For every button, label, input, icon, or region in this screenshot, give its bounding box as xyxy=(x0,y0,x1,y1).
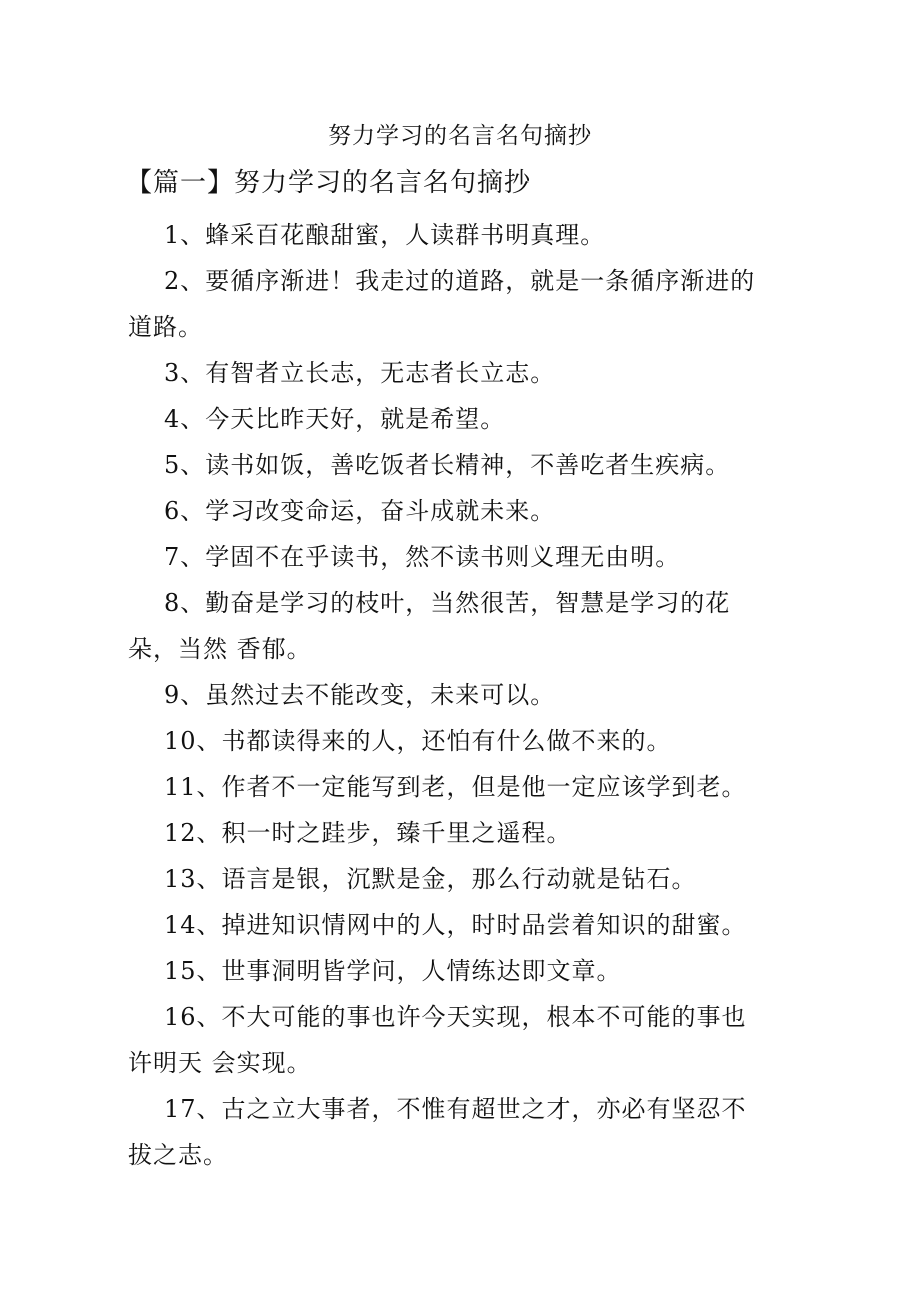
quote-item: 1、蜂采百花酿甜蜜，人读群书明真理。 xyxy=(164,221,606,249)
quote-item: 6、学习改变命运，奋斗成就未来。 xyxy=(164,497,556,525)
quote-item: 15、世事洞明皆学问，人情练达即文章。 xyxy=(164,957,622,985)
quote-item: 2、要循序渐进！我走过的道路，就是一条循序渐进的道路。 xyxy=(128,267,756,341)
quote-item: 10、书都读得来的人，还怕有什么做不来的。 xyxy=(164,727,672,755)
quote-item: 9、虽然过去不能改变，未来可以。 xyxy=(164,681,556,709)
quote-item: 13、语言是银，沉默是金，那么行动就是钻石。 xyxy=(164,865,697,893)
document-title: 努力学习的名言名句摘抄 xyxy=(328,123,592,149)
quote-item: 17、古之立大事者，不惟有超世之才，亦必有坚忍不拔之志。 xyxy=(128,1095,747,1169)
quote-item: 11、作者不一定能写到老，但是他一定应该学到老。 xyxy=(164,773,747,801)
quote-item: 12、积一时之跬步，臻千里之遥程。 xyxy=(164,819,572,847)
quote-item: 16、不大可能的事也许今天实现，根本不可能的事也许明天 会实现。 xyxy=(128,1003,747,1077)
section-heading: 【篇一】努力学习的名言名句摘抄 xyxy=(126,168,532,198)
quote-item: 3、有智者立长志，无志者长立志。 xyxy=(164,359,556,387)
quote-item: 7、学固不在乎读书，然不读书则义理无由明。 xyxy=(164,543,681,571)
quote-item: 14、掉进知识情网中的人，时时品尝着知识的甜蜜。 xyxy=(164,911,747,939)
quote-item: 8、勤奋是学习的枝叶，当然很苦，智慧是学习的花朵，当然 香郁。 xyxy=(128,589,731,663)
quote-item: 5、读书如饭，善吃饭者长精神，不善吃者生疾病。 xyxy=(164,451,731,479)
quote-item: 4、今天比昨天好，就是希望。 xyxy=(164,405,506,433)
quote-list xyxy=(128,212,768,1178)
